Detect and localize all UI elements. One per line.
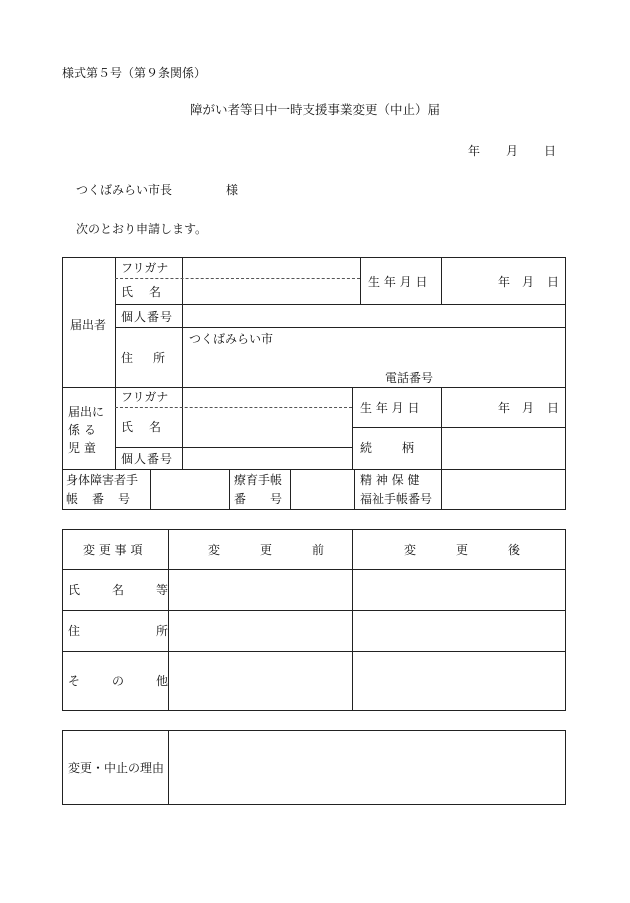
changes-header-before: 変 更 前	[208, 543, 339, 557]
applicant-address-field[interactable]	[183, 328, 564, 386]
addressee-mayor: つくばみらい市長	[76, 183, 173, 197]
changes-row-address-label: 住 所	[68, 624, 179, 638]
rehab-cert-label-1: 療育手帳	[234, 473, 283, 487]
rehab-cert-field[interactable]	[291, 470, 353, 509]
reason-field[interactable]	[169, 731, 564, 804]
change-other-after-field[interactable]	[353, 652, 564, 710]
child-dob-day: 日	[547, 401, 560, 415]
applicant-dob-field[interactable]	[442, 258, 564, 303]
physical-cert-field[interactable]	[151, 470, 228, 509]
mental-cert-field[interactable]	[442, 470, 564, 509]
changes-header-after: 変 更 後	[404, 543, 535, 557]
child-relationship-label: 続 柄	[360, 441, 424, 455]
applicant-dob-month: 月	[522, 275, 535, 289]
intro-text: 次のとおり申請します。	[76, 222, 208, 236]
applicant-dob-year: 年	[498, 275, 511, 289]
mental-cert-label-1: 精 神 保 健	[360, 473, 420, 487]
date-month: 月	[506, 144, 519, 158]
physical-cert-label-2: 帳 番 号	[66, 492, 132, 506]
child-relationship-field[interactable]	[442, 428, 564, 468]
form-number: 様式第５号（第９条関係）	[62, 66, 207, 80]
applicant-furigana-label	[121, 261, 179, 275]
grid-line	[354, 469, 355, 510]
applicant-phone-label: 電話番号	[385, 371, 434, 385]
change-other-before-field[interactable]	[169, 652, 351, 710]
child-dob-field[interactable]	[442, 388, 564, 426]
changes-row-name-label: 氏 名 等	[68, 583, 179, 597]
date-day: 日	[544, 144, 557, 158]
date-year: 年	[468, 144, 481, 158]
child-name-label: 氏 名	[121, 420, 164, 434]
applicant-furigana-field[interactable]	[183, 258, 359, 277]
addressee-honorific: 様	[226, 183, 239, 197]
applicant-address-prefill: つくばみらい市	[189, 332, 274, 346]
child-furigana-field[interactable]	[183, 388, 351, 406]
changes-row-other-label: そ の 他	[68, 674, 179, 688]
grid-line	[115, 257, 116, 469]
applicant-name-field[interactable]	[183, 279, 359, 303]
reason-label: 変更・中止の理由	[68, 761, 165, 775]
grid-line	[352, 387, 353, 469]
applicant-address-label: 住 所	[121, 351, 170, 365]
changes-header-item: 変 更 事 項	[83, 543, 143, 557]
child-name-field[interactable]	[183, 408, 351, 446]
child-dob-label: 生 年 月 日	[360, 401, 420, 415]
change-name-after-field[interactable]	[353, 570, 564, 609]
grid-line	[229, 469, 230, 510]
physical-cert-label-1: 身体障害者手	[66, 473, 139, 487]
applicant-name-label: 氏 名	[121, 285, 164, 299]
applicant-dob-label: 生 年 月 日	[368, 275, 428, 289]
child-section-label-1: 届出に	[68, 405, 105, 419]
page-title: 障がい者等日中一時支援事業変更（中止）届	[190, 102, 441, 117]
child-personal-number-label: 個人番号	[121, 452, 174, 466]
applicant-personal-number-field[interactable]	[183, 305, 564, 326]
child-section-label-3: 児 童	[68, 441, 96, 455]
change-address-after-field[interactable]	[353, 611, 564, 650]
child-personal-number-field[interactable]	[183, 448, 351, 468]
grid-line	[360, 257, 361, 304]
mental-cert-label-2: 福祉手帳番号	[360, 492, 433, 506]
child-dob-month: 月	[522, 401, 535, 415]
child-section-label-2: 係 る	[68, 423, 96, 437]
applicant-furigana-text: フリガナ	[121, 261, 169, 275]
child-dob-year: 年	[498, 401, 511, 415]
applicant-section-label: 届出者	[70, 318, 107, 332]
applicant-dob-day: 日	[547, 275, 560, 289]
rehab-cert-label-2: 番 号	[234, 492, 289, 506]
change-address-before-field[interactable]	[169, 611, 351, 650]
applicant-personal-number-label: 個人番号	[121, 310, 174, 324]
child-furigana-label: フリガナ	[121, 390, 169, 404]
change-name-before-field[interactable]	[169, 570, 351, 609]
